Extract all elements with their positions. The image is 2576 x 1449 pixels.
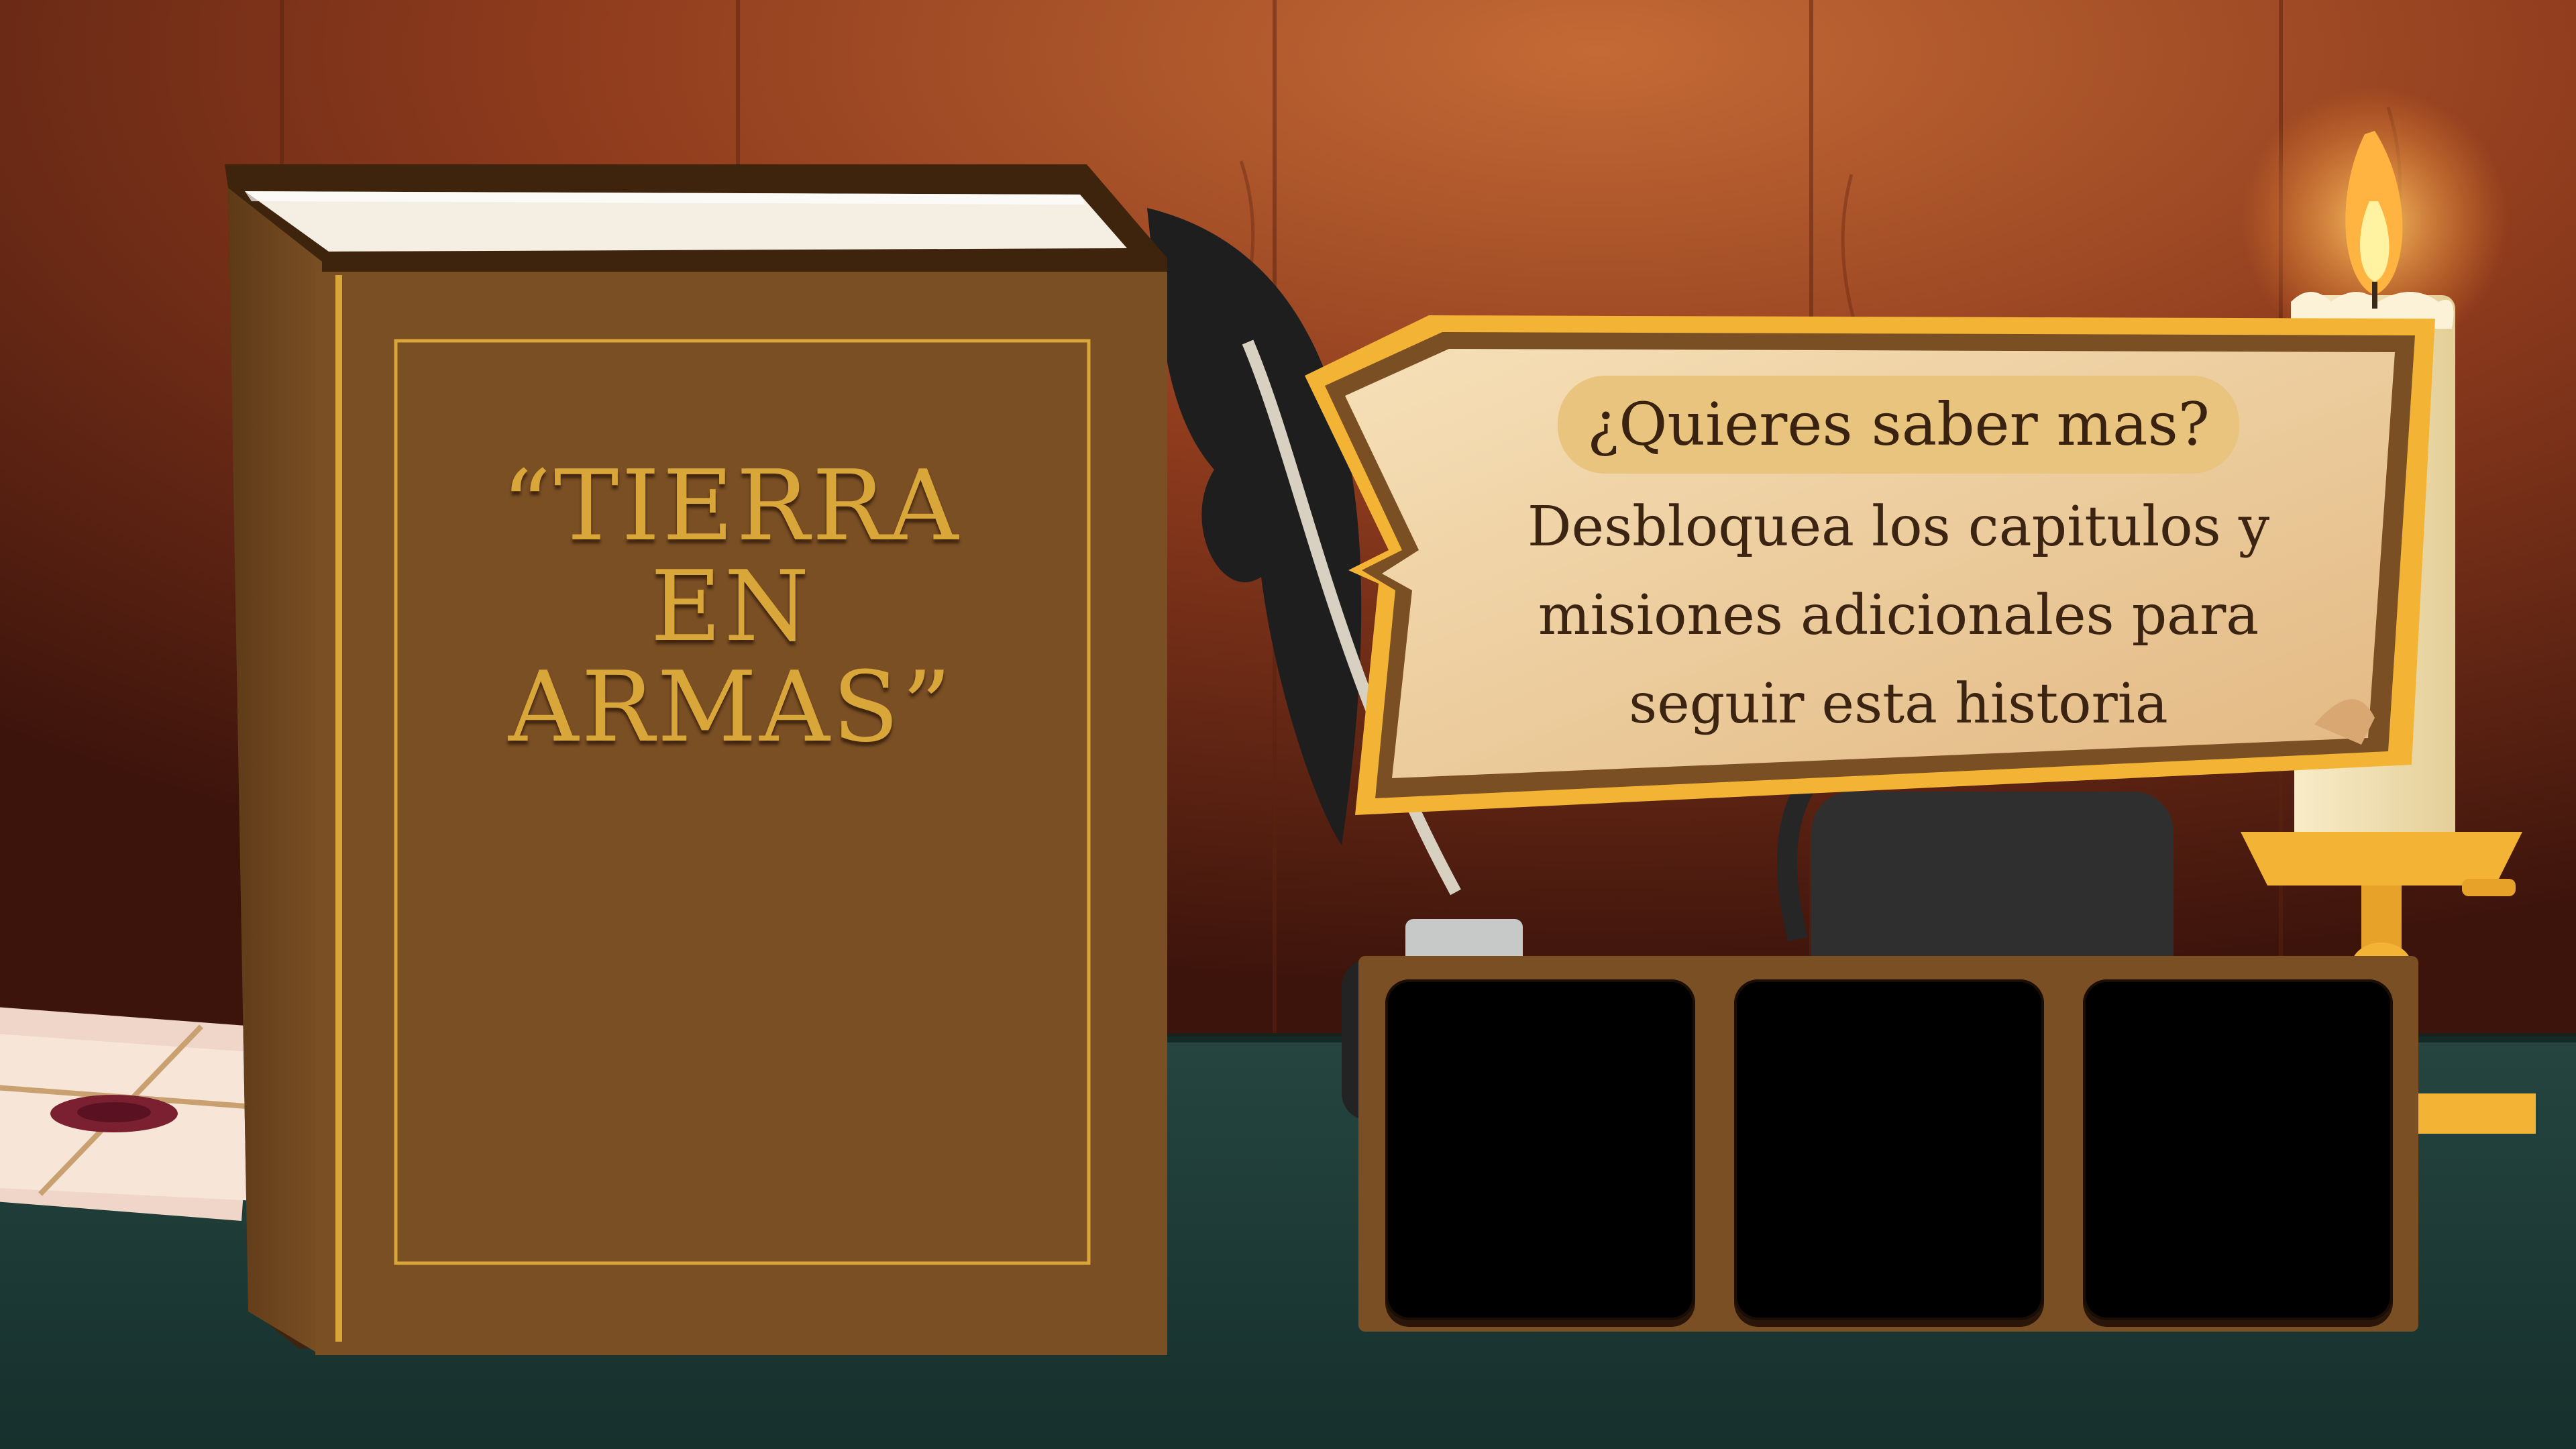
info-body-line-3: seguir esta historia	[1629, 672, 2168, 736]
info-body-line-1: Desbloquea los capitulos y	[1527, 495, 2270, 559]
book-title-line-3: ARMAS”	[508, 651, 955, 764]
book-title	[396, 449, 1067, 764]
info-heading: ¿Quieres saber mas?	[1558, 376, 2239, 474]
chapter-slot-2[interactable]	[1734, 979, 2044, 1320]
book-title-line-2: EN	[650, 550, 812, 663]
info-panel	[1395, 376, 2402, 749]
chapter-slot-1[interactable]	[1385, 979, 1695, 1320]
sealed-letters	[0, 1006, 268, 1221]
info-body-line-2: misiones adicionales para	[1538, 584, 2259, 647]
book-title-line-1: “TIERRA	[501, 449, 961, 563]
info-body	[1395, 483, 2402, 749]
chapter-slot-3[interactable]	[2083, 979, 2393, 1320]
